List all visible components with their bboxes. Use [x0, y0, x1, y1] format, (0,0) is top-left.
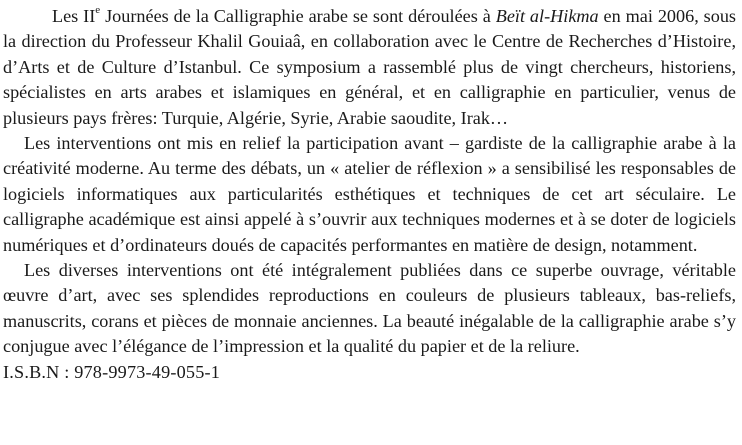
ordinal-superscript: e: [95, 4, 101, 16]
paragraph-interventions: Les interventions ont mis en relief la participation avant – gardiste de la calligraphie arabe à la créativité moderne. Au terme des débats, un « atelier de réflexion » a sensibilisé les responsables de logiciels informatiques aux particularités esthétiques et techniques de cet art séculaire. Le calligraphe académique est ainsi appelé à s’ouvrir aux techniques modernes et à se doter de logiciels numériques et d’ordinateurs doués de capacités performantes en matière de design, notamment.: [3, 133, 736, 255]
isbn-line: I.S.B.N : 978-9973-49-055-1: [3, 361, 221, 382]
paragraph-intro-end: en mai 2006, sous la direction du Professeur Khalil Gouiaâ, en collaboration avec le Centre de Recherches d’Histoire, d’Arts et de Culture d’Istanbul. Ce symposium a rassemblé plus de vingt chercheurs, historiens, spécialistes en arts arabes et islamiques en général, et en calligraphie en particulier, venus de plusieurs pays frères: Turquie, Algérie, Syrie, Arabie saoudite, Irak…: [3, 6, 736, 128]
paragraph-intro-middle: Journées de la Calligraphie arabe se sont déroulées à: [100, 6, 496, 26]
paragraph-intro-start: Les II: [52, 6, 96, 26]
venue-name: Beït al-Hikma: [495, 6, 599, 26]
paragraph-intro: [3, 4, 736, 131]
document-body: [3, 4, 736, 385]
paragraph-publication: Les diverses interventions ont été intégralement publiées dans ce superbe ouvrage, véritable œuvre d’art, avec ses splendides reproductions en couleurs de plusieurs tableaux, bas-reliefs, manuscrits, corans et pièces de monnaie anciennes. La beauté inégalable de la calligraphie arabe s’y conjugue avec l’élégance de l’impression et la qualité du papier et de la reliure.: [3, 260, 736, 357]
